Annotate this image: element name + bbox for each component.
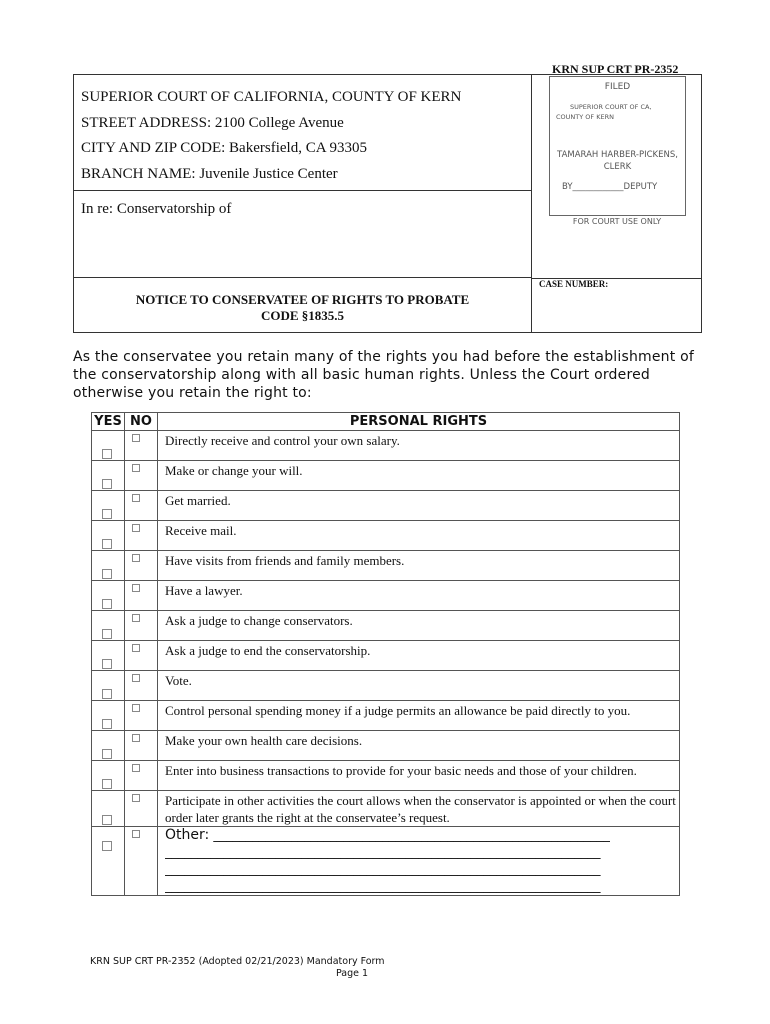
table-row — [92, 431, 680, 461]
no-checkbox[interactable] — [132, 734, 140, 742]
right-text: Have a lawyer. — [158, 581, 680, 611]
stamp-court: SUPERIOR COURT OF CA, COUNTY OF KERN — [556, 103, 652, 121]
table-row — [92, 701, 680, 731]
right-text: Control personal spending money if a judge permits an allowance be paid directly to you. — [158, 701, 680, 731]
yes-cell — [92, 431, 125, 461]
table-row — [92, 461, 680, 491]
yes-cell — [92, 761, 125, 791]
yes-checkbox[interactable] — [102, 599, 112, 609]
form-code: KRN SUP CRT PR-2352 — [552, 62, 679, 76]
no-cell — [125, 671, 158, 701]
yes-cell — [92, 731, 125, 761]
other-line-2: ___________________________________________________________________ — [165, 845, 601, 860]
no-cell — [125, 431, 158, 461]
stamp-clerk-line-1: TAMARAH HARBER-PICKENS, — [557, 150, 678, 160]
case-number-label: CASE NUMBER: — [539, 279, 609, 289]
yes-cell — [92, 671, 125, 701]
no-cell — [125, 581, 158, 611]
right-text: Vote. — [158, 671, 680, 701]
right-text: Get married. — [158, 491, 680, 521]
no-checkbox[interactable] — [132, 434, 140, 442]
yes-cell — [92, 461, 125, 491]
case-number-field[interactable] — [532, 278, 701, 333]
no-cell — [125, 641, 158, 671]
no-checkbox[interactable] — [132, 464, 140, 472]
yes-cell — [92, 641, 125, 671]
yes-checkbox[interactable] — [102, 689, 112, 699]
other-line-4: ___________________________________________________________________ — [165, 879, 601, 894]
no-cell — [125, 791, 158, 827]
table-row — [92, 761, 680, 791]
no-cell — [125, 461, 158, 491]
right-text: Directly receive and control your own salary. — [158, 431, 680, 461]
yes-cell — [92, 551, 125, 581]
other-field[interactable] — [158, 827, 680, 896]
no-checkbox[interactable] — [132, 704, 140, 712]
title-line-1: NOTICE TO CONSERVATEE OF RIGHTS TO PROBATE — [135, 292, 470, 307]
title-line-2: CODE §1835.5 — [260, 308, 345, 323]
table-row — [92, 641, 680, 671]
yes-checkbox[interactable] — [102, 815, 112, 825]
no-checkbox[interactable] — [132, 524, 140, 532]
other-underline: _____________________________________________________________ — [209, 828, 610, 843]
court-use-label: FOR COURT USE ONLY — [572, 217, 662, 226]
table-row — [92, 581, 680, 611]
table-row — [92, 551, 680, 581]
no-cell — [125, 521, 158, 551]
yes-checkbox[interactable] — [102, 779, 112, 789]
yes-checkbox[interactable] — [102, 509, 112, 519]
no-checkbox[interactable] — [132, 830, 140, 838]
street-address: STREET ADDRESS: 2100 College Avenue — [81, 114, 344, 131]
no-checkbox[interactable] — [132, 794, 140, 802]
no-cell — [125, 551, 158, 581]
court-name: SUPERIOR COURT OF CALIFORNIA, COUNTY OF KERN — [81, 89, 462, 105]
other-line-3: ___________________________________________________________________ — [165, 862, 601, 877]
yes-checkbox[interactable] — [102, 841, 112, 851]
stamp-filed: FILED — [604, 82, 631, 92]
filed-stamp — [549, 76, 686, 216]
yes-checkbox[interactable] — [102, 659, 112, 669]
footer-page-number: Page 1 — [336, 968, 369, 979]
right-text: Ask a judge to end the conservatorship. — [158, 641, 680, 671]
yes-cell — [92, 611, 125, 641]
document-title — [74, 278, 532, 333]
stamp-clerk — [550, 149, 685, 173]
yes-checkbox[interactable] — [102, 539, 112, 549]
right-text: Receive mail. — [158, 521, 680, 551]
table-header — [92, 413, 680, 431]
no-checkbox[interactable] — [132, 554, 140, 562]
yes-cell — [92, 791, 125, 827]
no-checkbox[interactable] — [132, 494, 140, 502]
right-text: Enter into business transactions to provide for your basic needs and those of your children. — [158, 761, 680, 791]
rights-table — [91, 412, 680, 896]
other-line-1 — [165, 827, 679, 844]
stamp-by-deputy: BY____________DEPUTY — [562, 182, 658, 192]
col-yes: YES — [92, 413, 125, 431]
right-text: Make your own health care decisions. — [158, 731, 680, 761]
yes-checkbox[interactable] — [102, 629, 112, 639]
stamp-clerk-line-2: CLERK — [603, 162, 632, 172]
right-text: Participate in other activities the court allows when the conservator is appointed or when the court order later grants the right at the conservatee’s request. — [158, 791, 680, 827]
intro-paragraph: As the conservatee you retain many of the rights you had before the establishment of the conservatorship along with all basic human rights. Unless the Court ordered otherwise you retain the right to: — [73, 349, 694, 401]
no-cell — [125, 761, 158, 791]
no-checkbox[interactable] — [132, 584, 140, 592]
no-checkbox[interactable] — [132, 674, 140, 682]
yes-cell — [92, 581, 125, 611]
yes-checkbox[interactable] — [102, 569, 112, 579]
right-text: Have visits from friends and family members. — [158, 551, 680, 581]
yes-cell — [92, 701, 125, 731]
no-checkbox[interactable] — [132, 614, 140, 622]
court-info — [74, 75, 532, 191]
yes-cell — [92, 521, 125, 551]
other-label: Other: — [165, 827, 210, 843]
no-cell — [125, 827, 158, 896]
table-row — [92, 521, 680, 551]
in-re-field[interactable]: In re: Conservatorship of — [74, 191, 532, 278]
no-cell — [125, 731, 158, 761]
right-text: Ask a judge to change conservators. — [158, 611, 680, 641]
footer-form-info: KRN SUP CRT PR-2352 (Adopted 02/21/2023) Mandatory Form — [90, 956, 385, 967]
table-row — [92, 611, 680, 641]
branch-name: BRANCH NAME: Juvenile Justice Center — [81, 165, 338, 182]
yes-checkbox[interactable] — [102, 449, 112, 459]
no-cell — [125, 611, 158, 641]
no-cell — [125, 701, 158, 731]
table-row — [92, 791, 680, 827]
table-row — [92, 731, 680, 761]
no-checkbox[interactable] — [132, 644, 140, 652]
yes-cell — [92, 491, 125, 521]
yes-cell — [92, 827, 125, 896]
table-row — [92, 491, 680, 521]
col-no: NO — [125, 413, 158, 431]
city-zip: CITY AND ZIP CODE: Bakersfield, CA 93305 — [81, 140, 367, 156]
right-text: Make or change your will. — [158, 461, 680, 491]
yes-checkbox[interactable] — [102, 749, 112, 759]
no-cell — [125, 491, 158, 521]
yes-checkbox[interactable] — [102, 719, 112, 729]
yes-checkbox[interactable] — [102, 479, 112, 489]
col-personal-rights: PERSONAL RIGHTS — [158, 413, 680, 431]
table-row — [92, 671, 680, 701]
no-checkbox[interactable] — [132, 764, 140, 772]
table-row-other — [92, 827, 680, 896]
